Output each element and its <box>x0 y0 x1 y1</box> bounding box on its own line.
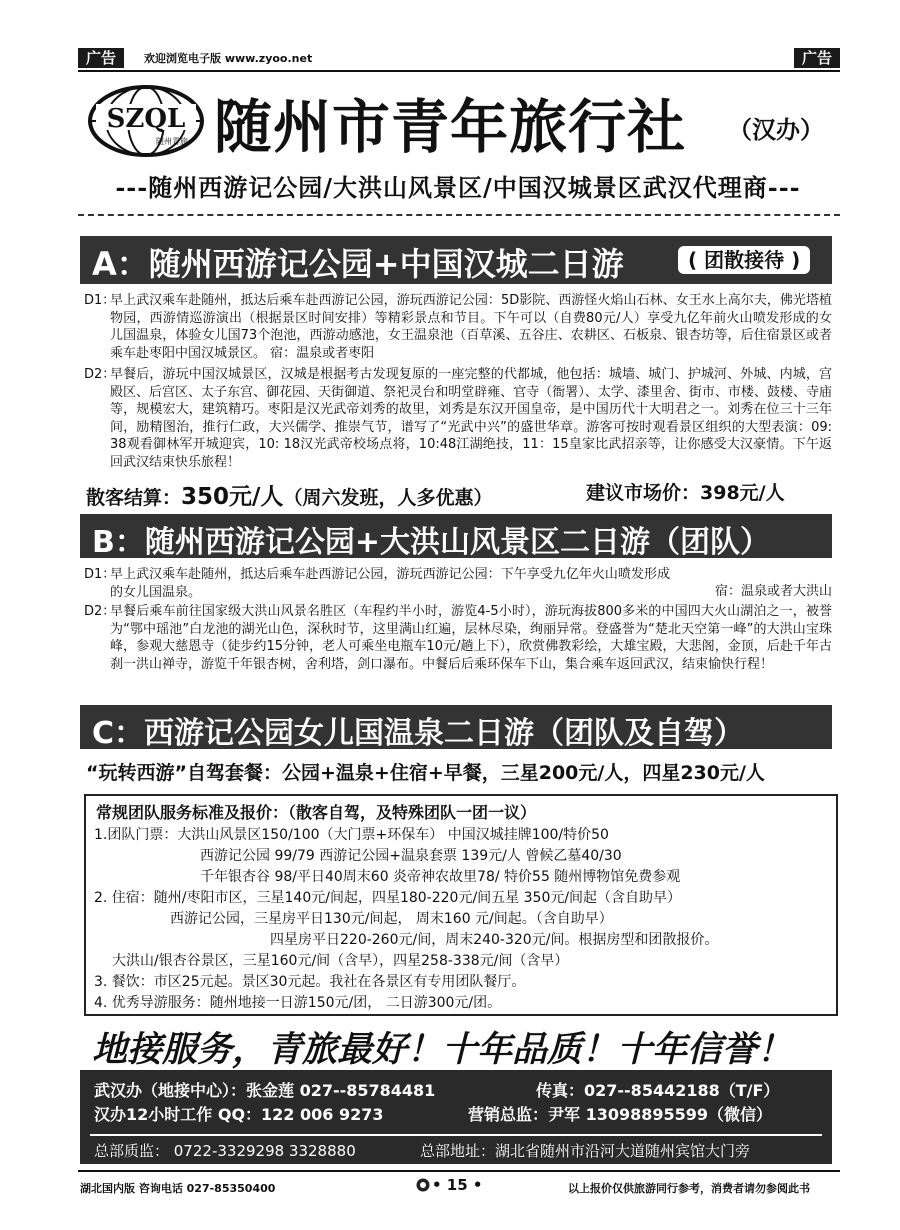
section-a-day2 <box>84 366 836 474</box>
day-text: 早餐后，游玩中国汉城景区，汉城是根据考古发现复原的一座完整的代都城，他包括：城墙、城门、护城河、外城、内城，宫殿区、后宫区、太子东宫、御花园、天街御道、祭祀灵台和明堂辟雍、官寺（衙署）、太学、漆里舍、街市、市楼、鼓楼、寺庙等，规模宏大，建筑精巧。枣阳是汉光武帝刘秀的故里，刘秀是东汉开国皇帝，是中国历代十大明君之一。刘秀在位三十三年间，励精图治，推行仁政，大兴儒学、推崇气节，谱写了“光武中兴”的盛世华章。游客可按时观看景区组织的大型表演：09: 38观看御林军开城迎宾，10: 18汉光武帝校场点将，10:48江湖绝技，11：15皇家比武招亲等，让你感受大汉豪情。下午返回武汉结束快乐旅程！ <box>110 367 832 470</box>
fax: 传真：027--85442188（T/F） <box>536 1081 780 1100</box>
services-line: 1.团队门票：大洪山风景区150/100（大门票+环保车） 中国汉城挂牌100/特价50 <box>94 827 609 843</box>
day-label: D1： <box>84 567 116 582</box>
price-value: 350元/人 <box>181 484 284 510</box>
day-text: 早上武汉乘车赴随州，抵达后乘车赴西游记公园，游玩西游记公园：5D影院、西游怪火焰山石林、女王水上高尔夫，佛光塔植物园，西游情巡游演出（根据景区时间安排）等精彩景点和节目。下午可以（自费80元/人）享受九亿年前火山喷发形成的女儿国温泉，体验女儿国73个泡池，西游动感池，女王温泉池（百草溪、五谷庄、农耕区、石板泉、银杏坊等，后住宿景区或者乘车赴枣阳中国汉城景区。 宿：温泉或者枣阳 <box>110 293 832 361</box>
services-line: 大洪山/银杏谷景区，三星160元/间（含早），四星258-338元/间（含早） <box>112 953 569 969</box>
svg-text:SZQL: SZQL <box>106 104 186 134</box>
section-a-header <box>80 236 832 284</box>
services-line: 2. 住宿：随州/枣阳市区，三星140元/间起，四星180-220元/间五星 350元/间起（含自助早） <box>94 890 682 906</box>
ad-tag-left: 广告 <box>78 48 124 68</box>
section-c-title: C：西游记公园女儿国温泉二日游（团队及自驾） <box>92 716 745 751</box>
price-label: 散客结算： <box>86 487 182 509</box>
section-b-day2 <box>84 603 836 695</box>
day-label: D2： <box>84 367 116 382</box>
contact-box <box>80 1070 832 1164</box>
services-line: 四星房平日220-260元/间，周末240-320元/间。根据房型和团散报价。 <box>270 932 719 948</box>
services-line: 西游记公园 99/79 西游记公园+温泉套票 139元/人 曾候乙墓40/30 <box>200 848 622 864</box>
hq-address: 总部地址：湖北省随州市沿河大道随州宾馆大门旁 <box>420 1142 751 1160</box>
footer-right: 以上报价仅供旅游同行参考，消费者请勿参阅此书 <box>568 1182 810 1195</box>
szql-logo-icon <box>86 82 206 160</box>
day-label: D1： <box>84 293 116 308</box>
page-badge-icon <box>416 1178 430 1192</box>
section-a-badge: ( 团散接待 ) <box>678 246 810 274</box>
self-drive-package: “玩转西游”自驾套餐：公园+温泉+住宿+早餐，三星200元/人，四星230元/人 <box>86 762 765 784</box>
hq-quality: 总部质监： 0722-3329298 3328880 <box>94 1142 356 1160</box>
services-title: 常规团队服务标准及报价：（散客自驾，及特殊团队一团一议） <box>96 803 537 822</box>
section-b-day1 <box>84 566 836 602</box>
price-a <box>86 478 785 511</box>
section-b-header <box>80 514 832 558</box>
services-line: 4. 优秀导游服务：随州地接一日游150元/团， 二日游300元/团。 <box>94 995 502 1011</box>
dashed-divider <box>78 214 840 216</box>
ad-tag-right: 广告 <box>794 48 840 68</box>
top-divider <box>78 70 840 72</box>
sales-director: 营销总监：尹军 13098895599（微信） <box>468 1105 773 1124</box>
svg-text:随州青旅: 随州青旅 <box>156 137 188 146</box>
market-price: 建议市场价：398元/人 <box>586 482 785 504</box>
services-line: 西游记公园，三星房平日130元/间起， 周末160 元/间起。（含自助早） <box>170 911 613 927</box>
contact-divider <box>90 1134 822 1136</box>
services-line: 3. 餐饮：市区25元起。景区30元起。我社在各景区有专用团队餐厅。 <box>94 974 526 990</box>
site-url[interactable]: 欢迎浏览电子版 www.zyoo.net <box>144 52 313 65</box>
price-note: （周六发班，人多优惠） <box>283 487 493 509</box>
services-line: 千年银杏谷 98/平日40周末60 炎帝神农故里78/ 特价55 随州博物馆免费参观 <box>200 869 681 885</box>
day-text: 早餐后乘车前往国家级大洪山风景名胜区（车程约半小时，游览4-5小时），游玩海拔800多米的中国四大火山湖泊之一，被誉为“鄂中瑶池”白龙池的湖光山色，深秋时节，这里满山红遍，层林尽染，绚丽异常。登盛誉为“楚北天空第一峰”的大洪山宝珠峰，参观大慈恩寺（徒步约15分钟，老人可乘坐电瓶车10元/趟上下），欣赏佛教彩绘，大雄宝殿，大悲阁，金顶，后赴千年古刹一洪山禅寺，游览千年银杏树，舍利塔，剑口瀑布。中餐后后乘环保车下山，集合乘车返回武汉，结束愉快行程！ <box>110 604 832 672</box>
tagline: ---随州西游记公园/大洪山风景区/中国汉城景区武汉代理商--- <box>115 173 801 202</box>
day-label: D2： <box>84 604 116 619</box>
company-branch: （汉办） <box>728 116 824 144</box>
section-b-title: B：随州西游记公园+大洪山风景区二日游（团队） <box>92 525 771 560</box>
section-c-header <box>80 705 832 749</box>
slogan: 地接服务，青旅最好！十年品质！十年信誉！ <box>92 1029 793 1070</box>
page-number: • 15 • <box>416 1176 483 1194</box>
wuhan-office: 武汉办（地接中心）：张金莲 027--85784481 <box>94 1081 436 1100</box>
section-a-day1 <box>84 292 836 364</box>
section-a-title: A：随州西游记公园+中国汉城二日游 <box>92 245 624 283</box>
company-name: 随州市青年旅行社 <box>214 93 687 161</box>
bottom-divider <box>78 1170 840 1172</box>
footer-left: 湖北国内版 咨询电话 027-85350400 <box>80 1182 276 1195</box>
day-text: 早上武汉乘车赴随州，抵达后乘车赴西游记公园，游玩西游记公园：下午享受九亿年火山喷发形成的女儿国温泉。 <box>110 567 670 600</box>
top-bar <box>78 48 840 68</box>
qq: 汉办12小时工作 QQ：122 006 9273 <box>94 1105 384 1124</box>
day-stay: 宿：温泉或者大洪山 <box>714 584 832 599</box>
